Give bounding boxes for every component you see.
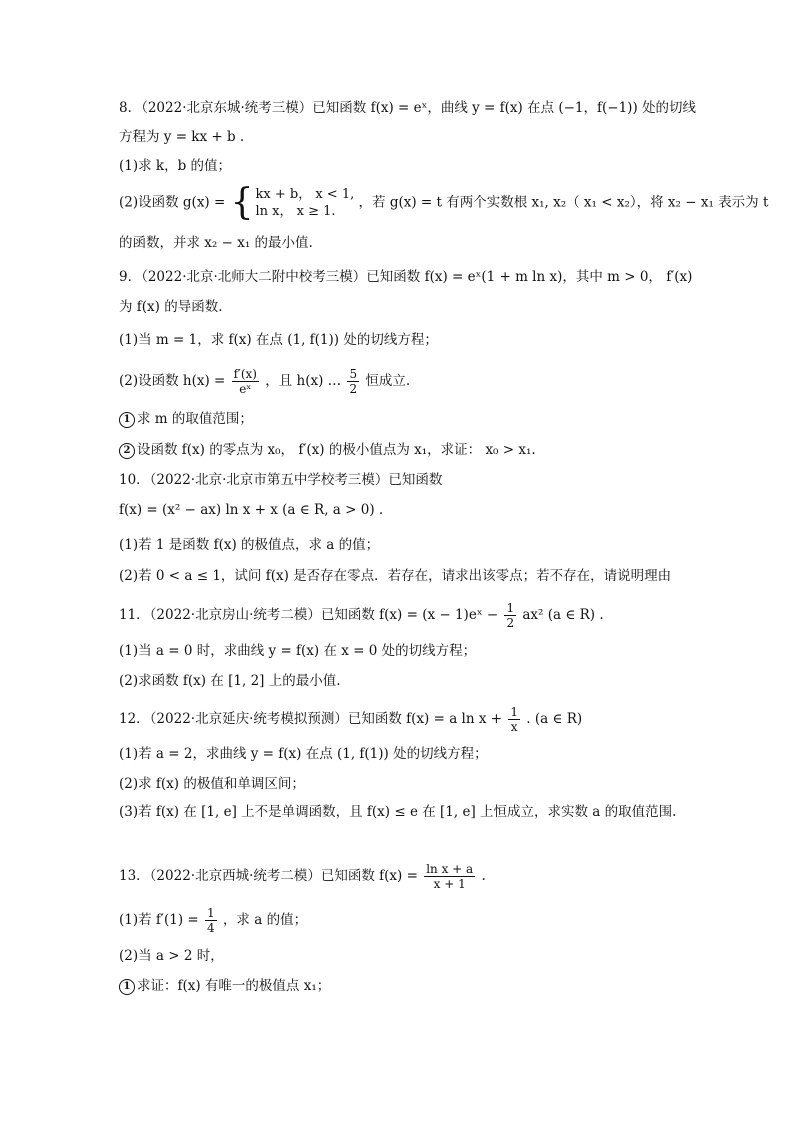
problem-9-part1: (1)当 m = 1，求 f(x) 在点 (1, f(1)) 处的切线方程； xyxy=(119,332,438,348)
fraction xyxy=(205,906,217,935)
problem-12-part1: (1)若 a = 2，求曲线 y = f(x) 在点 (1, f(1)) 处的切线方程； xyxy=(119,746,488,762)
problem-13-part2: (2)当 a > 2 时， xyxy=(119,948,224,964)
problem-8-part2-pre: (2)设函数 g(x) = xyxy=(119,194,226,211)
problem-9-part2-mid: ，且 h(x) … xyxy=(265,373,342,389)
fraction-numerator: 1 xyxy=(207,906,215,920)
fraction-numerator: 1 xyxy=(506,601,515,615)
problem-11-stem: 11．（2022·北京房山·统考二模）已知函数 f(x) = (x − 1)eˣ − $\frac{1}{2}$ ax² (a ∈ R) . xyxy=(119,601,604,630)
fraction-denominator: x + 1 xyxy=(433,877,466,891)
problem-9-part2 xyxy=(119,367,694,396)
problem-12-stem: 12．（2022·北京延庆·统考模拟预测）已知函数 f(x) = a ln x + $\frac{1}{x}$ . (a ∈ R) xyxy=(119,705,583,734)
problem-10-part1: (1)若 1 是函数 f(x) 的极值点，求 a 的值； xyxy=(119,537,380,553)
problem-9-part2-post: 恒成立. xyxy=(365,373,411,389)
piecewise-case-2: ln x， x ≥ 1. xyxy=(255,204,336,219)
problem-8-stem-line1: 8．（2022·北京东城·统考三模）已知函数 f(x) = eˣ，曲线 y = f(x) 在点 (−1，f(−1)) 处的切线 xyxy=(119,100,697,116)
problem-11-part1: (1)当 a = 0 时，求曲线 y = f(x) 在 x = 0 处的切线方程； xyxy=(119,643,477,659)
piecewise-case-1: kx + b， x < 1, xyxy=(255,187,355,202)
fraction-numerator: 5 xyxy=(349,367,358,381)
fraction-denominator: eˣ xyxy=(239,382,252,396)
circled-number-icon: 2 xyxy=(119,443,135,459)
problem-8-stem-line2: 方程为 y = kx + b . xyxy=(119,129,245,145)
problem-8-part2-cont: 的函数，并求 x₂ − x₁ 的最小值. xyxy=(119,235,313,251)
brace-icon: { xyxy=(230,182,254,223)
circled-number-icon: 1 xyxy=(119,979,135,995)
fraction xyxy=(424,862,475,891)
circled-number-icon: 1 xyxy=(119,412,135,428)
problem-10-stem-line2: f(x) = (x² − ax) ln x + x (a ∈ R, a > 0) . xyxy=(119,502,384,518)
fraction-denominator: 4 xyxy=(207,921,215,935)
fraction xyxy=(347,367,359,396)
fraction xyxy=(508,705,520,734)
problem-13-sub1: 1 求证：f(x) 有唯一的极值点 x₁； xyxy=(119,976,694,996)
fraction-numerator: f′(x) xyxy=(233,367,257,381)
fraction-numerator: 1 xyxy=(510,705,518,719)
fraction-denominator: 2 xyxy=(349,382,358,396)
fraction-numerator: ln x + a xyxy=(426,862,474,876)
problem-11-part2: (2)求函数 f(x) 在 [1, 2] 上的最小值. xyxy=(119,673,341,689)
problem-10-part2: (2)若 0 < a ≤ 1，试问 f(x) 是否存在零点．若存在，请求出该零点；若不存在，请说明理由 xyxy=(119,568,672,584)
problem-9-stem-line1: 9．（2022·北京·北师大二附中校考三模）已知函数 f(x) = eˣ(1 + m ln x)，其中 m > 0， f′(x) xyxy=(119,269,693,285)
fraction xyxy=(504,601,516,630)
problem-13-part1: (1)若 f′(1) = $\frac{1}{4}$ ，求 a 的值； xyxy=(119,906,308,935)
problem-9-stem-line2: 为 f(x) 的导函数. xyxy=(119,299,223,315)
fraction xyxy=(232,367,259,396)
problem-9-part2-pre: (2)设函数 h(x) = xyxy=(119,373,226,389)
problem-12-part3: (3)若 f(x) 在 [1, e] 上不是单调函数，且 f(x) ≤ e 在 [1, e] 上恒成立，求实数 a 的取值范围. xyxy=(119,804,677,820)
problem-9-sub2: 2 设函数 f(x) 的零点为 x₀， f′(x) 的极小值点为 x₁，求证： x₀ > x₁. xyxy=(119,440,694,460)
fraction-denominator: x xyxy=(510,720,518,734)
problem-9-sub1: 1 求 m 的取值范围； xyxy=(119,409,694,429)
problem-12-part2: (2)求 f(x) 的极值和单调区间； xyxy=(119,776,305,792)
problem-8-part2-post: ，若 g(x) = t 有两个实数根 x₁, x₂（ x₁ < x₂），将 x₂ − x₁ 表示为 t xyxy=(358,194,769,211)
problem-8-part2 xyxy=(119,182,769,223)
problem-13-stem: 13．（2022·北京西城·统考二模）已知函数 f(x) = $\frac{\text{ln x + a}}{x + 1}$ . xyxy=(119,862,486,891)
problem-10-stem-line1: 10．（2022·北京·北京市第五中学校考三模）已知函数 xyxy=(119,472,443,488)
problem-8-part1: (1)求 k，b 的值； xyxy=(119,158,232,174)
piecewise-function xyxy=(230,182,355,223)
fraction-denominator: 2 xyxy=(506,616,515,630)
